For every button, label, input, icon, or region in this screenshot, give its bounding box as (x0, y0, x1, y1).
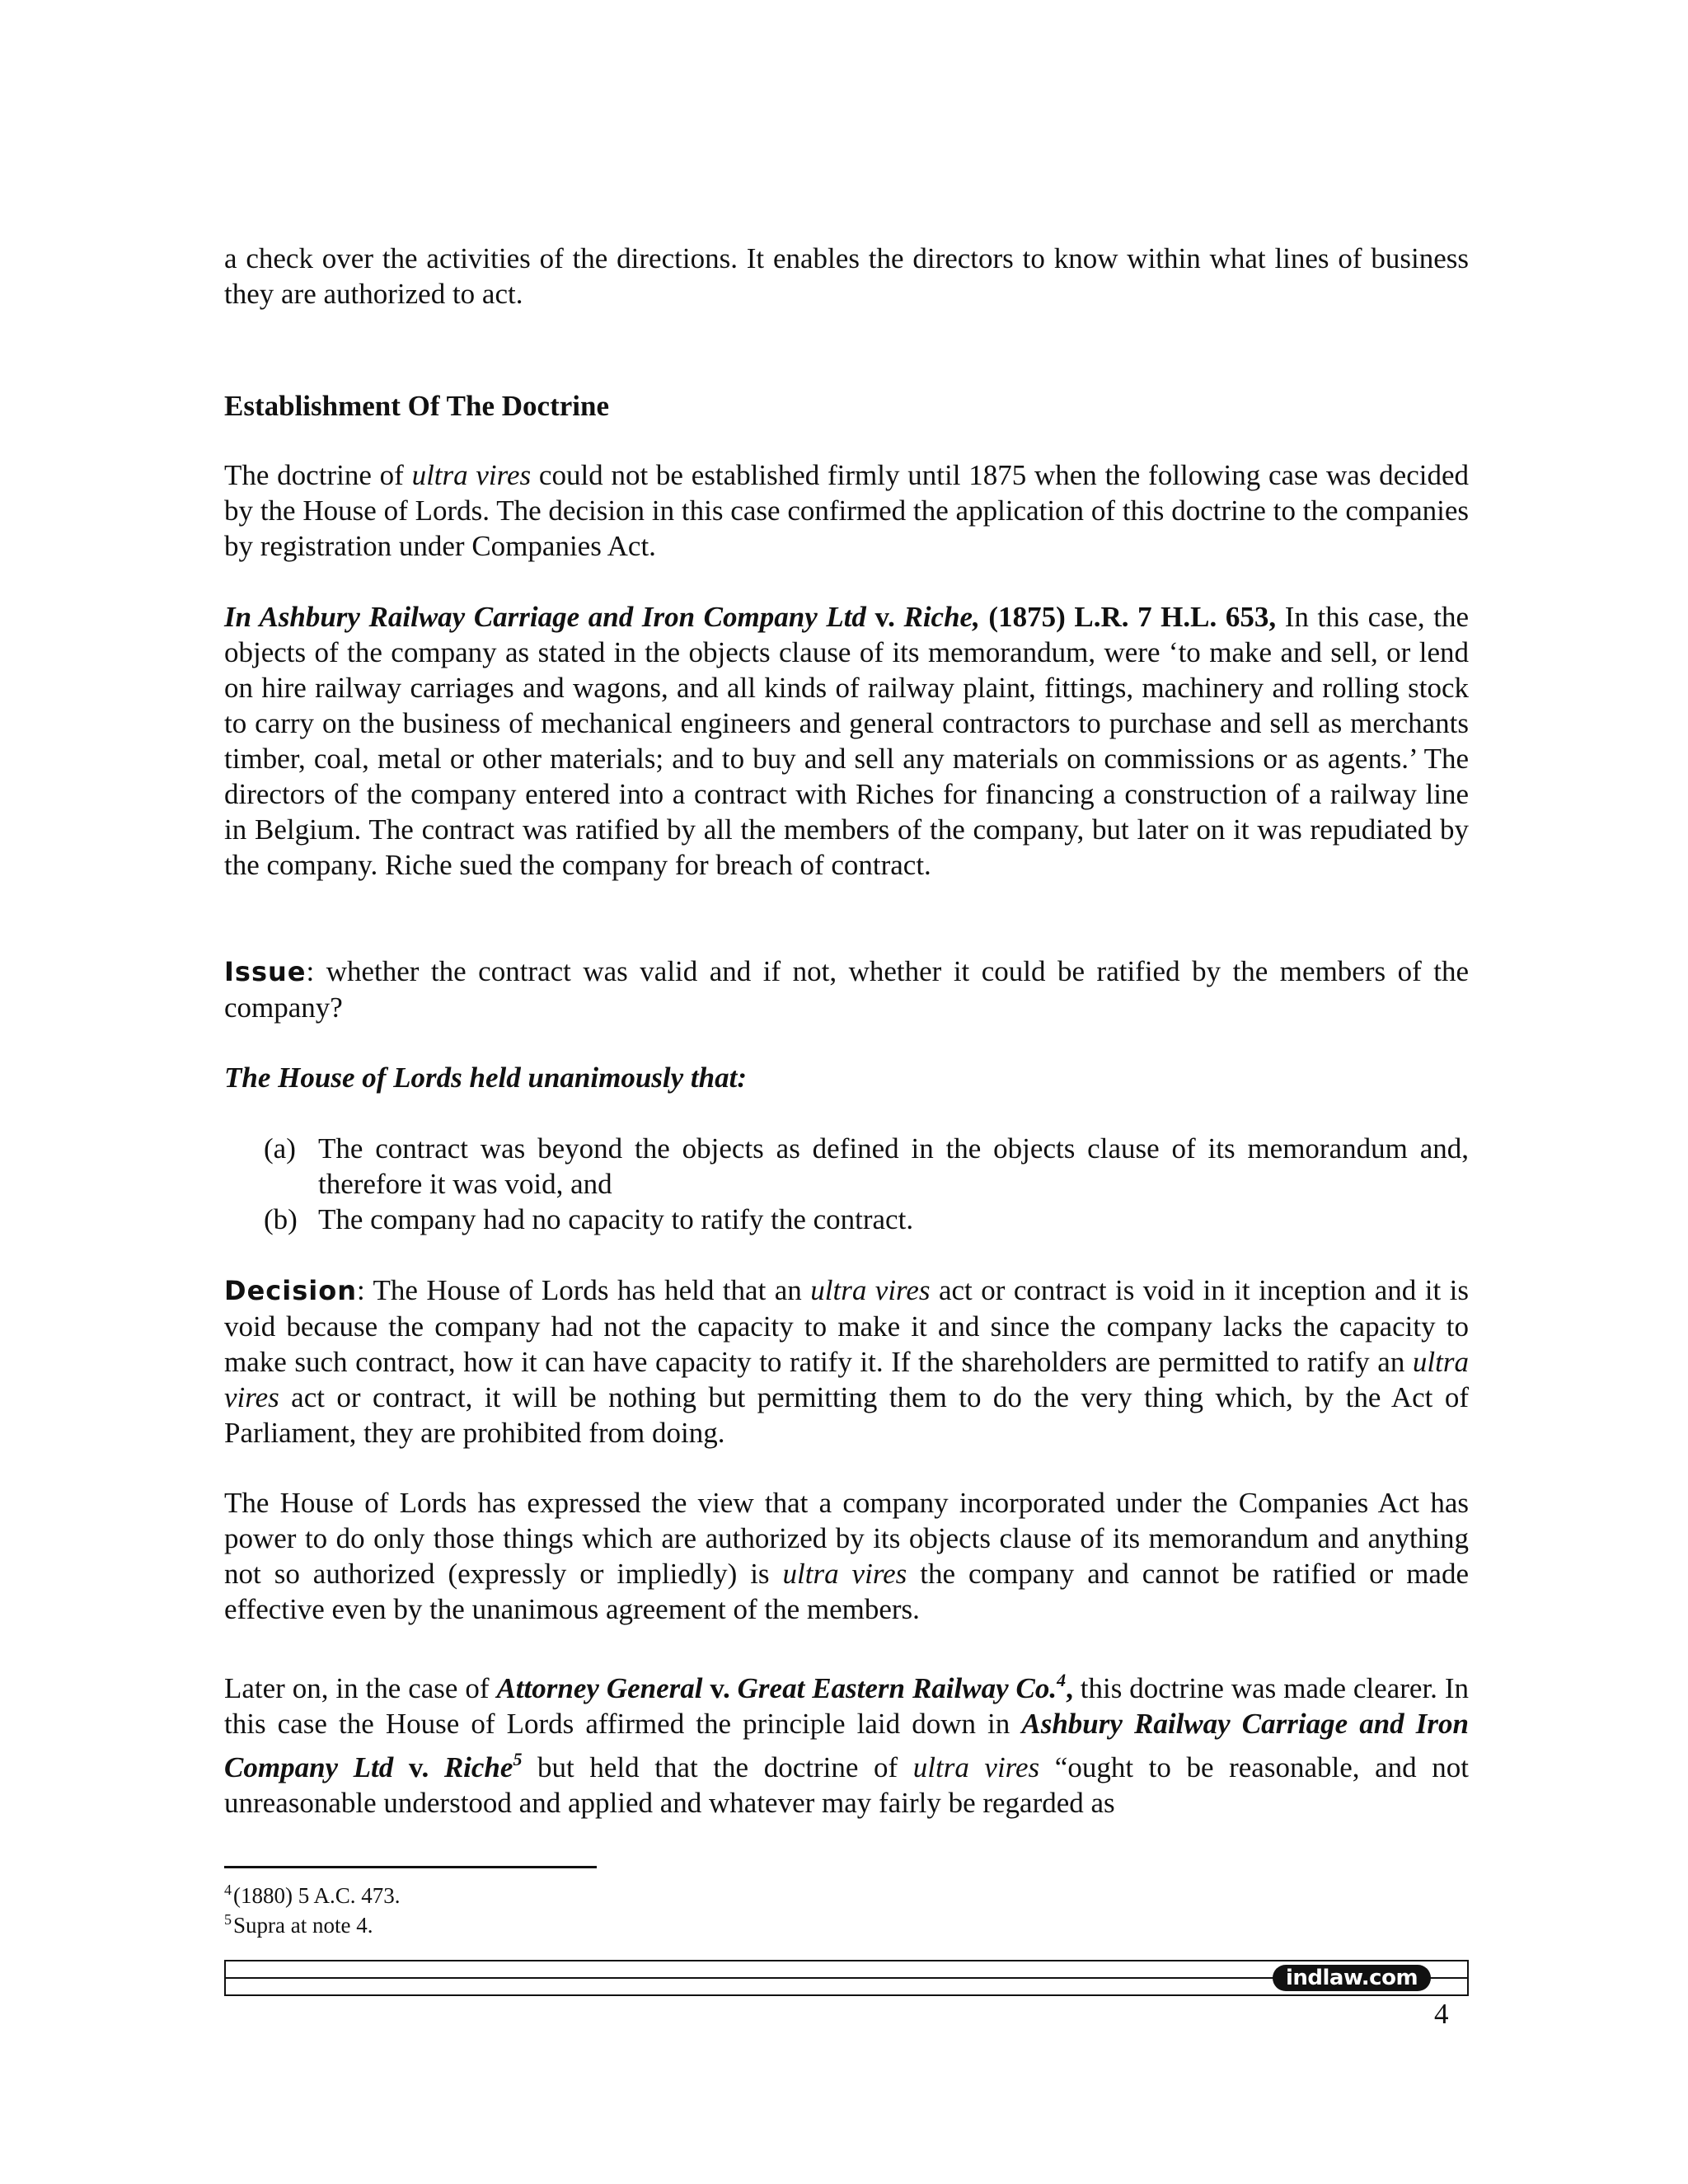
footnote-ref[interactable]: 5 (513, 1749, 523, 1769)
footnote-5: $^5$Supra at note 4. (224, 1911, 373, 1938)
section-heading: Establishment Of The Doctrine (224, 390, 609, 422)
case-citation: (1875) L.R. 7 H.L. 653, (979, 601, 1277, 633)
held-list (264, 1131, 1469, 1237)
footnote-ref[interactable]: 4 (1057, 1670, 1067, 1690)
footnote-divider (224, 1866, 597, 1868)
issue-label: Issue (224, 956, 307, 987)
list-item: (b) The company had no capacity to ratify the contract. (264, 1203, 914, 1235)
footnote-4: $^4$(1880) 5 A.C. 473. (224, 1882, 401, 1908)
list-item: (a) The contract was beyond the objects as defined in the objects clause of its memorandum and, therefore it was void, and (264, 1132, 1469, 1200)
page-number: 4 (1434, 1998, 1449, 2030)
paragraph-later: Later on, in the case of Attorney General v. Great Eastern Railway Co.$^4$, this doctrine was made clearer. In this case the House of Lords affirmed the principle laid down in Ashbury Railway Carriage and Iron Company Ltd v. Riche$^5$ but held that the doctrine of ultra vires “ought to be reasonable, and not unreasonable understood and applied and whatever may fairly be regarded as (224, 1670, 1469, 1819)
paragraph-ashbury-case: In Ashbury Railway Carriage and Iron Company Ltd v. Riche, (1875) L.R. 7 H.L. 653, In this case, the objects of the company as stated in the objects clause of its memorandum, were ‘to make and sell, or lend on hire railway carriages and wagons, and all kinds of railway plaint, fittings, machinery and rolling stock to carry on the business of mechanical engineers and general contractors to purchase and sell as merchants timber, coal, metal or other materials; and to buy and sell any materials on commissions or as agents.’ The directors of the company entered into a contract with Riches for financing a construction of a railway line in Belgium. The contract was ratified by all the members of the company, but later on it was repudiated by the company. Riche sued the company for breach of contract. (224, 601, 1469, 881)
decision-label: Decision (224, 1275, 357, 1306)
paragraph-view: The House of Lords has expressed the view that a company incorporated under the Companies Act has power to do only those things which are authorized by its objects clause of its memorandum and anything not so authorized (expressly or impliedly) is ultra vires the company and cannot be ratified or made effective even by the unanimous agreement of the members. (224, 1487, 1469, 1625)
paragraph-decision: Decision: The House of Lords has held that an ultra vires act or contract is void in it inception and it is void because the company had not the capacity to make it and since the company lacks the capacity to make such contract, how it can have capacity to ratify it. If the shareholders are permitted to ratify an ultra vires act or contract, it will be nothing but permitting them to do the very thing which, by the Act of Parliament, they are prohibited from doing. (224, 1274, 1469, 1449)
intro-paragraph: a check over the activities of the directions. It enables the directors to know within what lines of business they are authorized to act. (224, 242, 1469, 310)
held-heading: The House of Lords held unanimously that: (224, 1062, 747, 1094)
paragraph-doctrine: The doctrine of ultra vires could not be established firmly until 1875 when the following case was decided by the House of Lords. The decision in this case confirmed the application of this doctrine to the companies by registration under Companies Act. (224, 459, 1469, 562)
indlaw-logo: indlaw.com (1273, 1965, 1431, 1991)
case-name: In Ashbury Railway Carriage and Iron Company Ltd (224, 601, 866, 633)
paragraph-issue: Issue: whether the contract was valid and if not, whether it could be ratified by the members of the company? (224, 955, 1469, 1024)
